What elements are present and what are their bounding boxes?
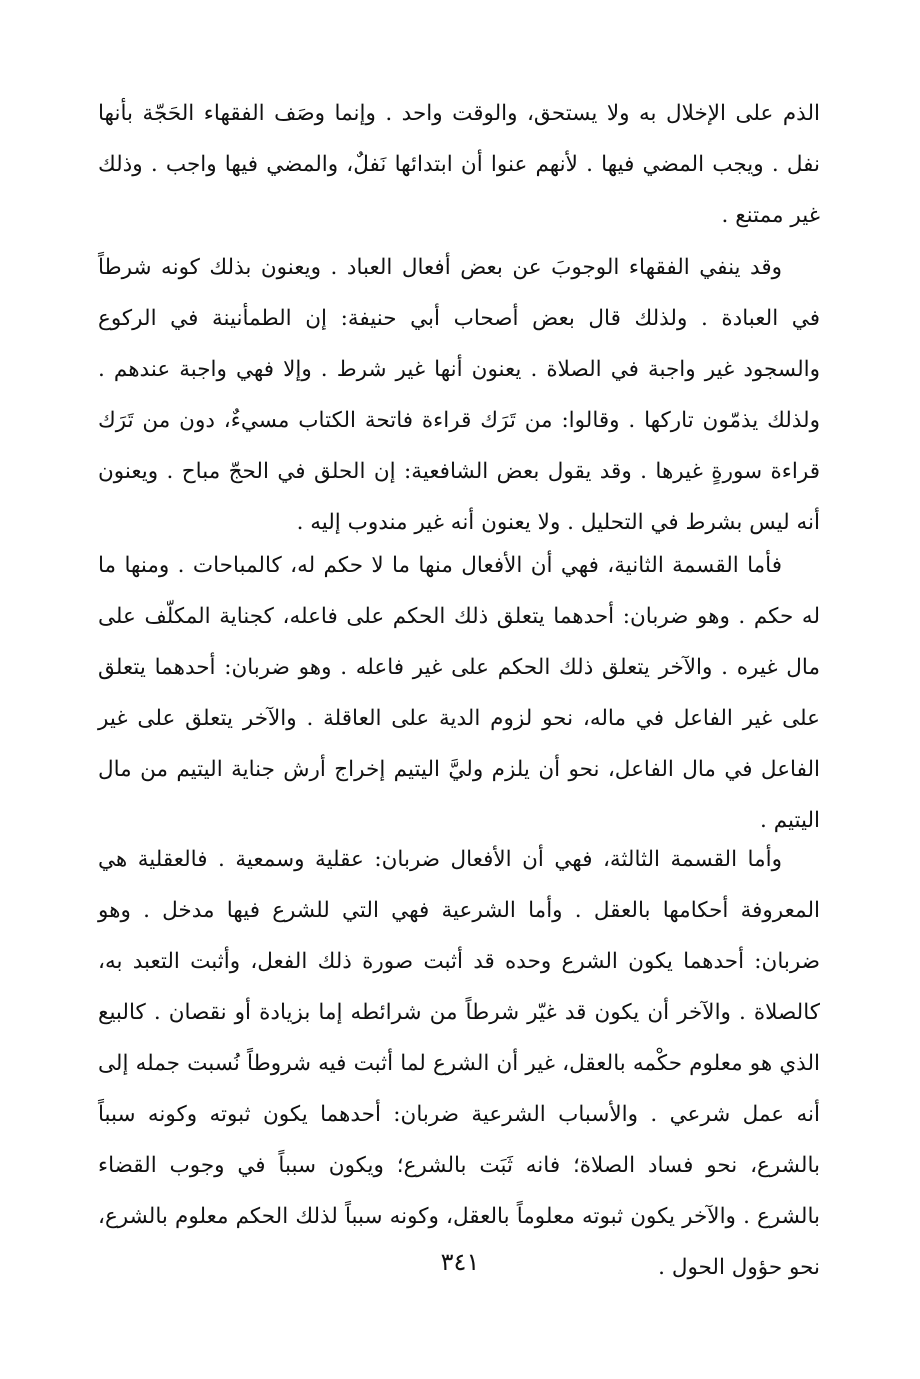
paragraph-text: وأما القسمة الثالثة، فهي أن الأفعال ضربان: عقلية وسمعية . فالعقلية هي المعروفة أحكامها بالعقل . وأما الشرعية فهي التي للشرع فيها مدخل . وهو ضربان: أحدهما يكون الشرع وحده قد أثبت صورة ذلك الفعل، وأثبت التعبد به، كالصلاة . والآخر أن يكون قد غيّر شرطاً من شرائطه إما بزيادة أو نقصان . كالبيع الذي هو معلوم حكْمه بالعقل، غير أن الشرع لما أثبت فيه شروطاً نُسبت جمله إلى أنه عمل شرعي . والأسباب الشرعية ضربان: أحدهما يكون ثبوته وكونه سبباً بالشرع، نحو فساد الصلاة؛ فانه ثَبَت بالشرع؛ ويكون سبباً في وجوب القضاء بالشرع . والآخر يكون ثبوته معلوماً بالعقل، وكونه سبباً لذلك الحكم معلوم بالشرع، نحو حؤول الحول .	[98, 847, 820, 1280]
paragraph-1	[98, 88, 820, 241]
paragraph-text: فأما القسمة الثانية، فهي أن الأفعال منها ما لا حكم له، كالمباحات . ومنها ما له حكم . وهو ضربان: أحدهما يتعلق ذلك الحكم على فاعله، كجناية المكلّف على مال غيره . والآخر يتعلق ذلك الحكم على غير فاعله . وهو ضربان: أحدهما يتعلق على غير الفاعل في ماله، نحو لزوم الدية على العاقلة . والآخر يتعلق على غير الفاعل في مال الفاعل، نحو أن يلزم وليَّ اليتيم إخراج أرش جناية اليتيم من مال اليتيم .	[98, 553, 820, 833]
paragraph-3	[98, 540, 820, 846]
paragraph-2	[98, 242, 820, 548]
paragraph-text: الذم على الإخلال به ولا يستحق، والوقت واحد . وإنما وصَف الفقهاء الحَجّة بأنها نفل . ويجب المضي فيها . لأنهم عنوا أن ابتدائها نَفلٌ، والمضي فيها واجب . وذلك غير ممتنع .	[98, 101, 820, 228]
paragraph-text: وقد ينفي الفقهاء الوجوبَ عن بعض أفعال العباد . ويعنون بذلك كونه شرطاً في العبادة . ولذلك قال بعض أصحاب أبي حنيفة: إن الطمأنينة في الركوع والسجود غير واجبة في الصلاة . يعنون أنها غير شرط . وإلا فهي واجبة عندهم . ولذلك يذمّون تاركها . وقالوا: من تَرَك قراءة فاتحة الكتاب مسيءٌ، دون من تَرَك قراءة سورةٍ غيرها . وقد يقول بعض الشافعية: إن الحلق في الحجّ مباح . ويعنون أنه ليس بشرط في التحليل . ولا يعنون أنه غير مندوب إليه .	[98, 255, 820, 535]
paragraph-4	[98, 834, 820, 1293]
page-number: ٣٤١	[440, 1248, 480, 1276]
